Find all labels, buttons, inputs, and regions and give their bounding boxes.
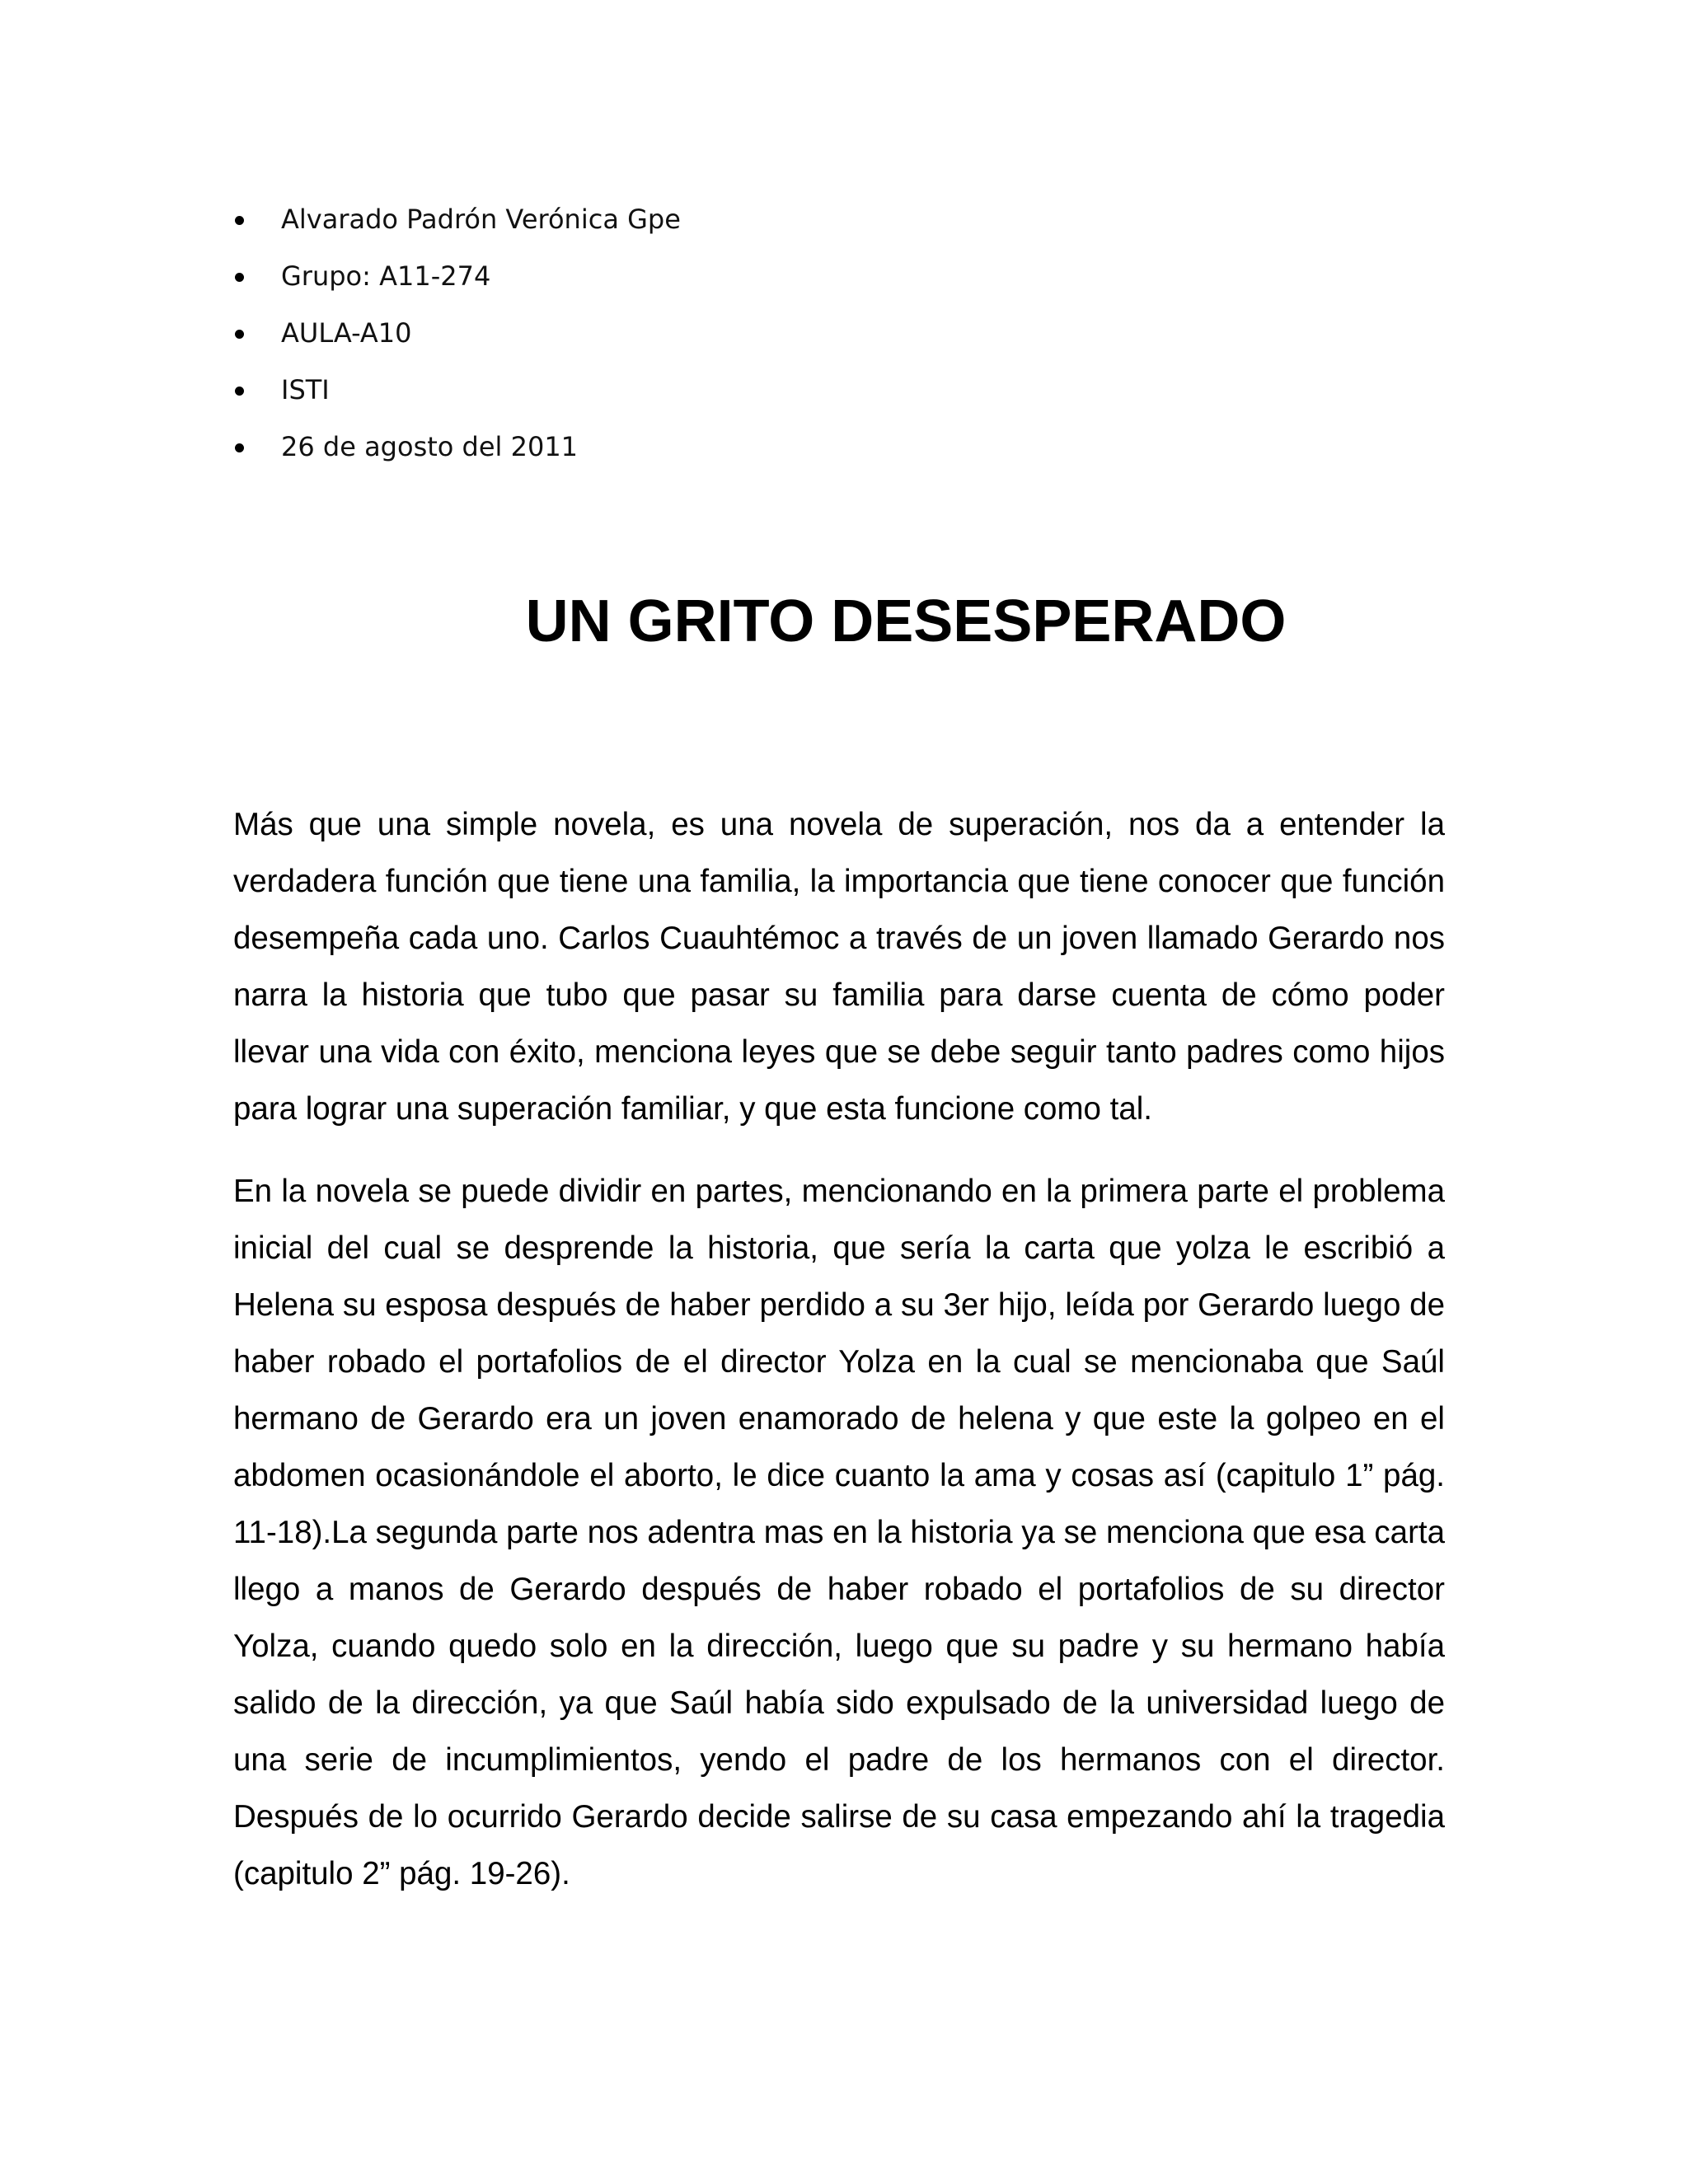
group-label: Grupo: A11-274 (281, 260, 491, 292)
bullet-icon (235, 443, 244, 452)
career-label: ISTI (281, 374, 330, 405)
body-paragraph: Más que una simple novela, es una novela de superación, nos da a entender la verdadera función que tiene una familia, la importancia que tiene conocer que función desempeña cada uno. Carlos Cuauhtémoc a través de un joven llamado Gerardo nos narra la historia que tubo que pasar su familia para darse cuenta de cómo poder llevar una vida con éxito, menciona leyes que se debe seguir tanto padres como hijos para lograr una superación familiar, y que esta funcione como tal. (233, 807, 1445, 1127)
bullet-icon (235, 273, 244, 282)
author-name: Alvarado Padrón Verónica Gpe (281, 204, 681, 235)
date-label: 26 de agosto del 2011 (281, 431, 579, 462)
document-body (233, 796, 1445, 1928)
bullet-icon (235, 330, 244, 339)
classroom-label: AULA-A10 (281, 317, 412, 349)
header-info-item (233, 362, 681, 419)
document-title: UN GRITO DESESPERADO (525, 588, 1287, 654)
bullet-icon (235, 216, 244, 225)
bullet-icon (235, 387, 244, 396)
header-info-list (233, 191, 681, 476)
body-paragraph: En la novela se puede dividir en partes, mencionando en la primera parte el problema inicial del cual se desprende la historia, que sería la carta que yolza le escribió a Helena su esposa después de haber perdido a su 3er hijo, leída por Gerardo luego de haber robado el portafolios de el director Yolza en la cual se mencionaba que Saúl hermano de Gerardo era un joven enamorado de helena y que este la golpeo en el abdomen ocasionándole el aborto, le dice cuanto la ama y cosas así (capitulo 1” pág. 11-18).La segunda parte nos adentra mas en la historia ya se menciona que esa carta llego a manos de Gerardo después de haber robado el portafolios de su director Yolza, cuando quedo solo en la dirección, luego que su padre y su hermano había salido de la dirección, ya que Saúl había sido expulsado de la universidad luego de una serie de incumplimientos, yendo el padre de los hermanos con el director. Después de lo ocurrido Gerardo decide salirse de su casa empezando ahí la tragedia (capitulo 2” pág. 19-26). (233, 1174, 1445, 1891)
header-info-item (233, 248, 681, 305)
header-info-item (233, 305, 681, 362)
header-info-item (233, 191, 681, 248)
header-info-item (233, 419, 681, 476)
